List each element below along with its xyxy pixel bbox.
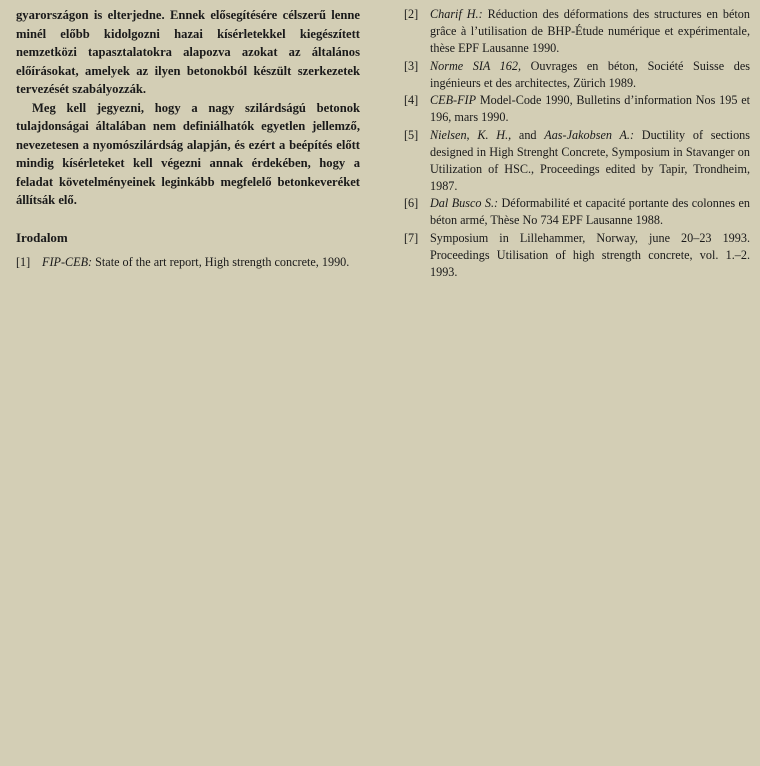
reference-author: Dal Busco S.:: [430, 196, 499, 210]
body-paragraph-1: gyarországon is elterjedne. Ennek elősegítésére célszerű lenne minél előbb kidolgozni hazai kísérletekkel kiegészített nemzetközi tapasztalatokra alapozva azokat az általános előírásokat, amelyek az ilyen betonokból készült szerkezetek tervezését szabályozzák.: [16, 8, 360, 96]
reference-author: Nielsen, K. H.,: [430, 127, 512, 142]
reference-item: [16, 254, 360, 271]
reference-text: [430, 127, 750, 195]
reference-body: State of the art report, High strength concrete, 1990.: [92, 254, 350, 269]
left-column: [16, 6, 360, 271]
right-column: [404, 6, 750, 281]
reference-body: Symposium in Lillehammer, Norway, june 20–23 1993. Proceedings Utilisation of high strength concrete, vol. 1.–2. 1993.: [430, 230, 750, 279]
reference-body-2: Ductility of sections designed in High Strenght Concrete, Symposium in Stavanger on Utilization of HSC., Proceedings edited by Tapir, Trondheim, 1987.: [430, 127, 751, 193]
reference-author: Charif H.:: [430, 7, 483, 21]
reference-number: [6]: [404, 196, 419, 210]
reference-text: [430, 92, 750, 126]
reference-text: [42, 254, 360, 271]
reference-number: [7]: [404, 230, 419, 245]
reference-body: and: [511, 127, 545, 142]
reference-author: CEB-FIP: [430, 93, 477, 107]
reference-text: [430, 195, 750, 229]
references-heading: Irodalom: [16, 229, 68, 245]
reference-item: [404, 230, 750, 281]
reference-item: [404, 127, 750, 195]
reference-number: [1]: [16, 254, 31, 269]
reference-body: Model-Code 1990, Bulletins d’information Nos 195 et 196, mars 1990.: [430, 93, 750, 124]
reference-number: [4]: [404, 93, 419, 107]
reference-item: [404, 58, 750, 92]
reference-number: [5]: [404, 127, 419, 142]
reference-item: [404, 92, 750, 126]
reference-author: Norme SIA 162,: [430, 58, 522, 73]
reference-number: [3]: [404, 58, 419, 73]
reference-number: [2]: [404, 7, 419, 21]
reference-author-2: Aas-Jakobsen A.:: [544, 127, 635, 142]
reference-body: Ouvrages en béton, Société Suisse des ingénieurs et des architectes, Zürich 1989.: [430, 58, 750, 90]
reference-body: Réduction des déformations des structures en béton grâce à l’utilisation de BHP-Étude numérique et expérimentale, thèse EPF Lausanne 1990.: [430, 7, 750, 55]
reference-text: [430, 58, 750, 92]
reference-body: Déformabilité et capacité portante des colonnes en béton armé, Thèse No 734 EPF Lausanne 1988.: [430, 196, 750, 227]
reference-author: FIP-CEB:: [42, 254, 93, 269]
reference-item: [404, 6, 750, 57]
body-paragraph-2: Meg kell jegyezni, hogy a nagy szilárdságú betonok tulajdonságai általában nem definiálhatók egyetlen jellemző, nevezetesen a nyomószilárdság alapján, és ezért a beépítés előtt mindig kísérleteket kell végezni annak érdekében, hogy a feladat követelményeinek leginkább megfelelő betonkeveréket állítsák elő.: [16, 100, 360, 207]
reference-item: [404, 195, 750, 229]
reference-text: [430, 230, 750, 281]
reference-text: [430, 6, 750, 57]
